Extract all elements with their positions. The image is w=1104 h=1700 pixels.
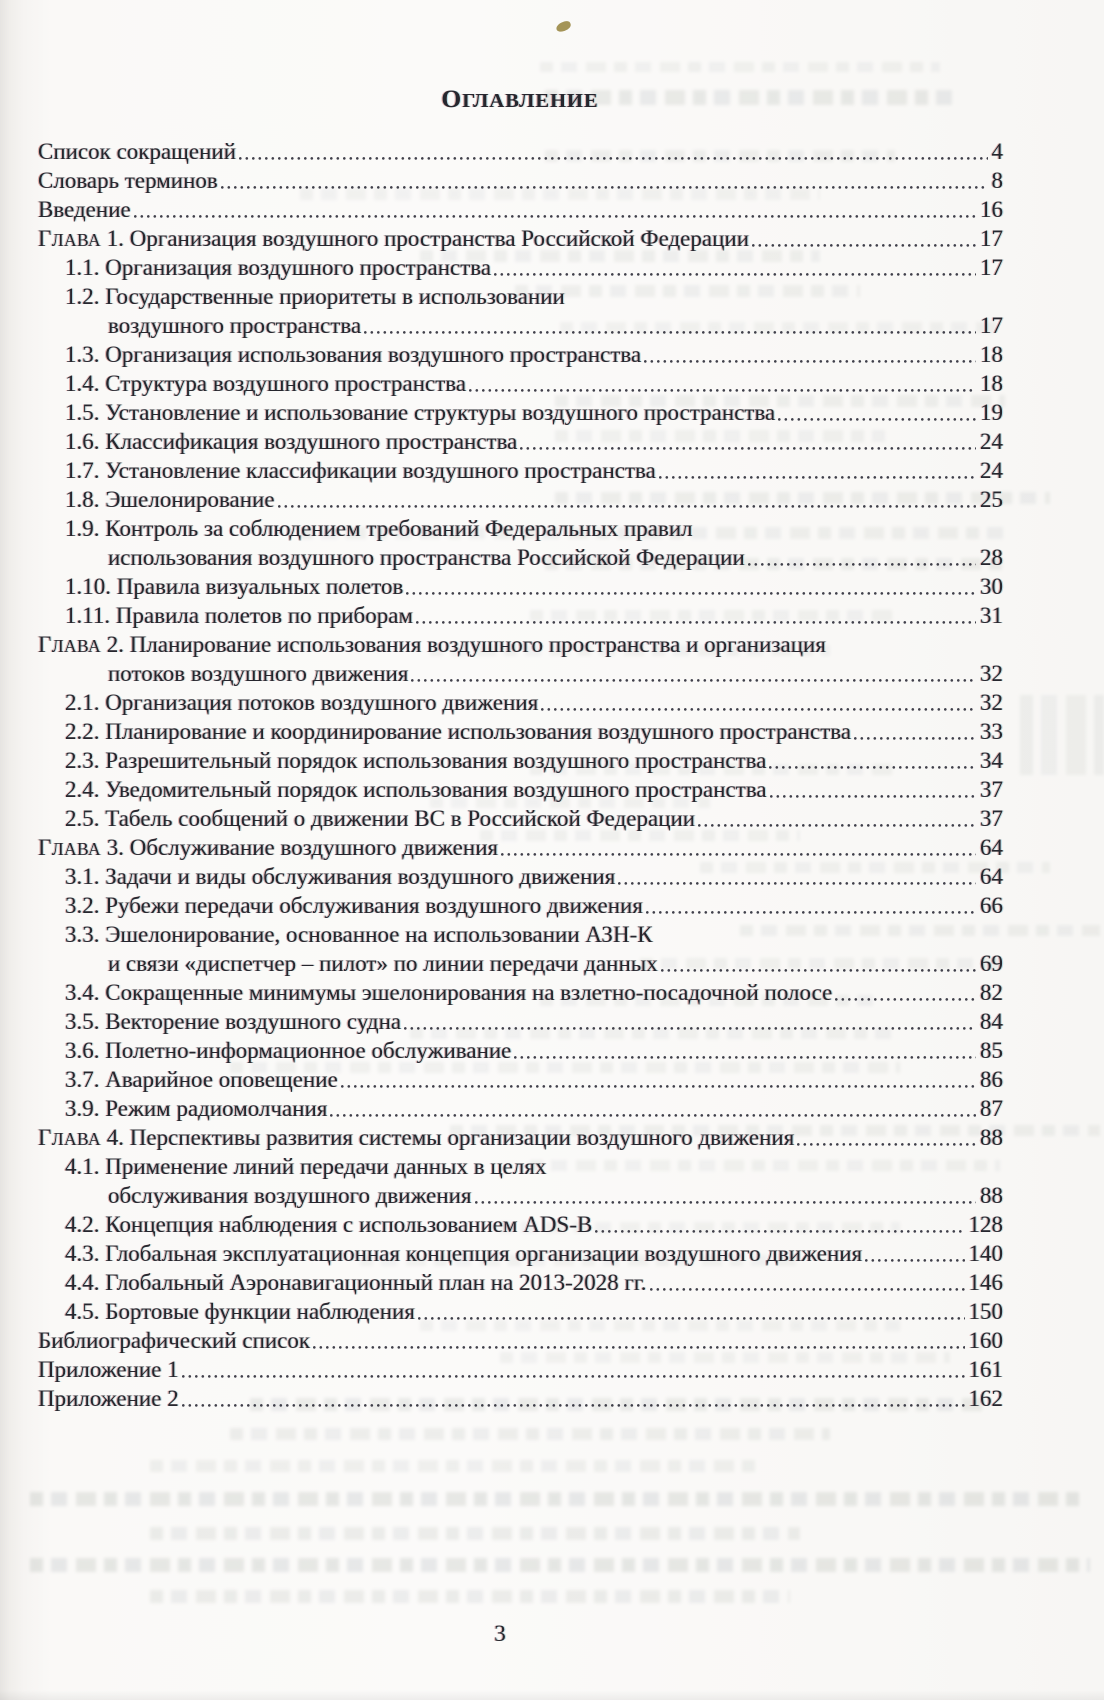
- dot-leader: [341, 1084, 976, 1089]
- bleed-through-streak: [30, 1492, 1080, 1506]
- toc-entry-page-number: 82: [980, 980, 1003, 1005]
- toc-entry-page-number: 87: [980, 1096, 1003, 1121]
- dot-leader: [520, 446, 976, 451]
- dot-leader: [416, 620, 976, 625]
- toc-entry-page-number: 85: [980, 1038, 1003, 1063]
- toc-entry-page-number: 18: [980, 371, 1003, 396]
- dot-leader: [406, 591, 976, 596]
- toc-entry-page-number: 161: [968, 1357, 1003, 1382]
- toc-entry-page-number: 28: [980, 545, 1003, 570]
- toc-entry-page-number: 19: [980, 400, 1003, 425]
- dot-leader: [650, 1287, 965, 1292]
- dot-leader: [494, 272, 976, 277]
- toc-entry-page-number: 88: [980, 1125, 1003, 1150]
- toc-entry-page-number: 84: [980, 1009, 1003, 1034]
- toc-entry-text: воздушного пространства: [108, 313, 362, 338]
- toc-entry: [0, 891, 1104, 920]
- toc-entry-text: и связи «диспетчер – пилот» по линии передачи данных: [108, 951, 658, 976]
- toc-entry-text: 2.1. Организация потоков воздушного движения: [65, 690, 539, 715]
- dot-leader: [698, 823, 976, 828]
- toc-entry: [0, 1152, 1104, 1181]
- toc-entry: [0, 1094, 1104, 1123]
- toc-entry: [0, 659, 1104, 688]
- dot-leader: [134, 214, 976, 219]
- toc-entry-text: 4.4. Глобальный Аэронавигационный план на 2013-2028 гг.: [65, 1270, 647, 1295]
- page-number: 3: [494, 1621, 506, 1647]
- dot-leader: [182, 1403, 965, 1408]
- toc-entry: [0, 514, 1104, 543]
- toc-entry: [0, 137, 1104, 166]
- toc-entry-page-number: 31: [980, 603, 1003, 628]
- chapter-label: ГЛАВА: [38, 1125, 102, 1150]
- bleed-through-streak: [150, 1527, 800, 1540]
- bleed-through-streak: [230, 1428, 830, 1440]
- dot-leader: [330, 1113, 976, 1118]
- toc-entry-text: Приложение 2: [38, 1386, 179, 1411]
- toc-entry-text: 4.3. Глобальная эксплуатационная концепция организации воздушного движения: [65, 1241, 863, 1266]
- toc-entry-text: Приложение 1: [38, 1357, 179, 1382]
- dot-leader: [278, 504, 976, 509]
- toc-entry-text: 4.5. Бортовые функции наблюдения: [65, 1299, 415, 1324]
- toc-entry-text: использования воздушного пространства Российской Федерации: [108, 545, 745, 570]
- toc-entry: [0, 543, 1104, 572]
- dot-leader: [501, 852, 976, 857]
- toc-entry-page-number: 150: [968, 1299, 1003, 1324]
- toc-entry: [0, 920, 1104, 949]
- toc-entry: [0, 166, 1104, 195]
- toc-entry-page-number: 88: [980, 1183, 1003, 1208]
- bleed-through-streak: [30, 1558, 1090, 1572]
- toc-entry-text: 1.9. Контроль за соблюдением требований Федеральных правил: [65, 516, 693, 541]
- toc-entry-page-number: 64: [980, 864, 1003, 889]
- toc-entry-text: 1.11. Правила полетов по приборам: [65, 603, 414, 628]
- toc-entry: [0, 1210, 1104, 1239]
- toc-list: [0, 137, 1104, 1413]
- dot-leader: [182, 1374, 965, 1379]
- toc-entry-page-number: 17: [980, 255, 1003, 280]
- chapter-label: ГЛАВА: [38, 835, 102, 860]
- toc-entry: [0, 1297, 1104, 1326]
- dot-leader: [313, 1345, 964, 1350]
- toc-entry-text: Список сокращений: [38, 139, 237, 164]
- toc-entry: [0, 804, 1104, 833]
- toc-entry-page-number: 140: [968, 1241, 1003, 1266]
- toc-entry-text: 1.10. Правила визуальных полетов: [65, 574, 404, 599]
- toc-entry-page-number: 37: [980, 806, 1003, 831]
- toc-entry-text: 1.5. Установление и использование структуры воздушного пространства: [65, 400, 776, 425]
- toc-entry-text: 4.2. Концепция наблюдения с использованием ADS-B: [65, 1212, 593, 1237]
- toc-entry-text: 1.6. Классификация воздушного пространства: [65, 429, 518, 454]
- dot-leader: [404, 1026, 976, 1031]
- dot-leader: [364, 330, 976, 335]
- dot-leader: [541, 707, 976, 712]
- toc-entry-text: Введение: [38, 197, 131, 222]
- toc-entry-page-number: 162: [968, 1386, 1003, 1411]
- dot-leader: [221, 185, 988, 190]
- toc-entry-text: 3.7. Аварийное оповещение: [65, 1067, 338, 1092]
- toc-entry: [0, 1268, 1104, 1297]
- toc-entry: [0, 1181, 1104, 1210]
- toc-entry-page-number: 8: [991, 168, 1003, 193]
- bleed-through-streak: [540, 62, 940, 72]
- toc-entry-page-number: 66: [980, 893, 1003, 918]
- toc-entry: [0, 1065, 1104, 1094]
- toc-entry-text: ГЛАВА 1. Организация воздушного пространства Российской Федерации: [38, 224, 749, 253]
- toc-entry-text: ГЛАВА 3. Обслуживание воздушного движения: [38, 833, 498, 862]
- page-title: ОГЛАВЛЕНИЕ: [441, 84, 599, 113]
- dot-leader: [659, 475, 976, 480]
- toc-entry-page-number: 16: [980, 197, 1003, 222]
- dot-leader: [778, 417, 976, 422]
- dot-leader: [469, 388, 976, 393]
- dot-leader: [769, 765, 976, 770]
- dot-leader: [411, 678, 976, 683]
- toc-entry: [0, 456, 1104, 485]
- toc-entry-text: 2.2. Планирование и координирование использования воздушного пространства: [65, 719, 852, 744]
- toc-entry-page-number: 146: [968, 1270, 1003, 1295]
- toc-entry-text: 4.1. Применение линий передачи данных в целях: [65, 1154, 547, 1179]
- toc-entry-page-number: 34: [980, 748, 1003, 773]
- toc-entry-text: 3.5. Векторение воздушного судна: [65, 1009, 402, 1034]
- toc-entry-text: 3.9. Режим радиомолчания: [65, 1096, 328, 1121]
- toc-entry-page-number: 24: [980, 429, 1003, 454]
- dot-leader: [865, 1258, 964, 1263]
- toc-entry-text: потоков воздушного движения: [108, 661, 409, 686]
- dot-leader: [595, 1229, 964, 1234]
- toc-entry: [0, 282, 1104, 311]
- toc-entry-text: 1.7. Установление классификации воздушного пространства: [65, 458, 656, 483]
- dot-leader: [854, 736, 976, 741]
- toc-entry: [0, 1123, 1104, 1152]
- dot-leader: [835, 997, 976, 1002]
- toc-entry-text: 2.4. Уведомительный порядок использования воздушного пространства: [65, 777, 767, 802]
- toc-entry: [0, 1384, 1104, 1413]
- dot-leader: [748, 562, 976, 567]
- toc-entry: [0, 369, 1104, 398]
- toc-entry-text: 1.2. Государственные приоритеты в использовании: [65, 284, 565, 309]
- toc-entry: [0, 1355, 1104, 1384]
- toc-entry-page-number: 32: [980, 661, 1003, 686]
- toc-entry: [0, 601, 1104, 630]
- toc-entry: [0, 311, 1104, 340]
- dot-leader: [661, 968, 976, 973]
- toc-entry-page-number: 25: [980, 487, 1003, 512]
- toc-entry-text: 1.1. Организация воздушного пространства: [65, 255, 492, 280]
- toc-entry-text: 3.2. Рубежи передачи обслуживания воздушного движения: [65, 893, 643, 918]
- toc-entry-page-number: 18: [980, 342, 1003, 367]
- dot-leader: [644, 359, 976, 364]
- dot-leader: [239, 156, 987, 161]
- toc-entry-page-number: 17: [980, 226, 1003, 251]
- toc-entry: [0, 1036, 1104, 1065]
- dot-leader: [752, 243, 976, 248]
- toc-entry-text: 3.6. Полетно-информационное обслуживание: [65, 1038, 512, 1063]
- dot-leader: [618, 881, 976, 886]
- toc-entry-text: 3.3. Эшелонирование, основанное на использовании АЗН-К: [65, 922, 653, 947]
- toc-entry-page-number: 37: [980, 777, 1003, 802]
- toc-entry: [0, 630, 1104, 659]
- dot-leader: [797, 1142, 976, 1147]
- toc-entry: [0, 1239, 1104, 1268]
- toc-entry-page-number: 160: [968, 1328, 1003, 1353]
- toc-entry-page-number: 33: [980, 719, 1003, 744]
- toc-entry: [0, 398, 1104, 427]
- toc-entry: [0, 978, 1104, 1007]
- ink-speck: [555, 20, 572, 33]
- toc-entry-text: Словарь терминов: [38, 168, 218, 193]
- toc-entry: [0, 688, 1104, 717]
- toc-entry: [0, 253, 1104, 282]
- toc-entry-text: ГЛАВА 4. Перспективы развития системы организации воздушного движения: [38, 1123, 794, 1152]
- toc-entry-text: обслуживания воздушного движения: [108, 1183, 472, 1208]
- toc-entry-text: Библиографический список: [38, 1328, 311, 1353]
- toc-entry-page-number: 30: [980, 574, 1003, 599]
- toc-entry-text: 3.1. Задачи и виды обслуживания воздушного движения: [65, 864, 616, 889]
- toc-entry-page-number: 17: [980, 313, 1003, 338]
- toc-entry: [0, 862, 1104, 891]
- toc-entry-page-number: 69: [980, 951, 1003, 976]
- dot-leader: [514, 1055, 976, 1060]
- dot-leader: [418, 1316, 965, 1321]
- toc-entry-text: ГЛАВА 2. Планирование использования воздушного пространства и организация: [38, 630, 826, 659]
- toc-entry-page-number: 128: [968, 1212, 1003, 1237]
- dot-leader: [646, 910, 976, 915]
- dot-leader: [770, 794, 976, 799]
- toc-entry-text: 1.3. Организация использования воздушного пространства: [65, 342, 642, 367]
- toc-entry-page-number: 4: [991, 139, 1003, 164]
- toc-entry-text: 3.4. Сокращенные минимумы эшелонирования на взлетно-посадочной полосе: [65, 980, 833, 1005]
- toc-entry-text: 1.8. Эшелонирование: [65, 487, 275, 512]
- toc-entry: [0, 224, 1104, 253]
- bleed-through-streak: [150, 1460, 760, 1472]
- toc-entry-page-number: 86: [980, 1067, 1003, 1092]
- toc-entry: [0, 775, 1104, 804]
- toc-entry-text: 2.3. Разрешительный порядок использования воздушного пространства: [65, 748, 767, 773]
- toc-entry: [0, 195, 1104, 224]
- toc-entry: [0, 1007, 1104, 1036]
- toc-entry-text: 1.4. Структура воздушного пространства: [65, 371, 467, 396]
- dot-leader: [475, 1200, 976, 1205]
- toc-entry: [0, 746, 1104, 775]
- toc-entry: [0, 949, 1104, 978]
- toc-entry: [0, 717, 1104, 746]
- chapter-label: ГЛАВА: [38, 632, 102, 657]
- toc-entry-page-number: 24: [980, 458, 1003, 483]
- toc-entry: [0, 1326, 1104, 1355]
- toc-entry: [0, 427, 1104, 456]
- bleed-through-streak: [150, 1590, 790, 1603]
- toc-entry: [0, 340, 1104, 369]
- toc-entry-page-number: 64: [980, 835, 1003, 860]
- toc-entry: [0, 833, 1104, 862]
- toc-entry-page-number: 32: [980, 690, 1003, 715]
- toc-entry: [0, 572, 1104, 601]
- chapter-label: ГЛАВА: [38, 226, 102, 251]
- toc-entry-text: 2.5. Табель сообщений о движении ВС в Российской Федерации: [65, 806, 696, 831]
- toc-entry: [0, 485, 1104, 514]
